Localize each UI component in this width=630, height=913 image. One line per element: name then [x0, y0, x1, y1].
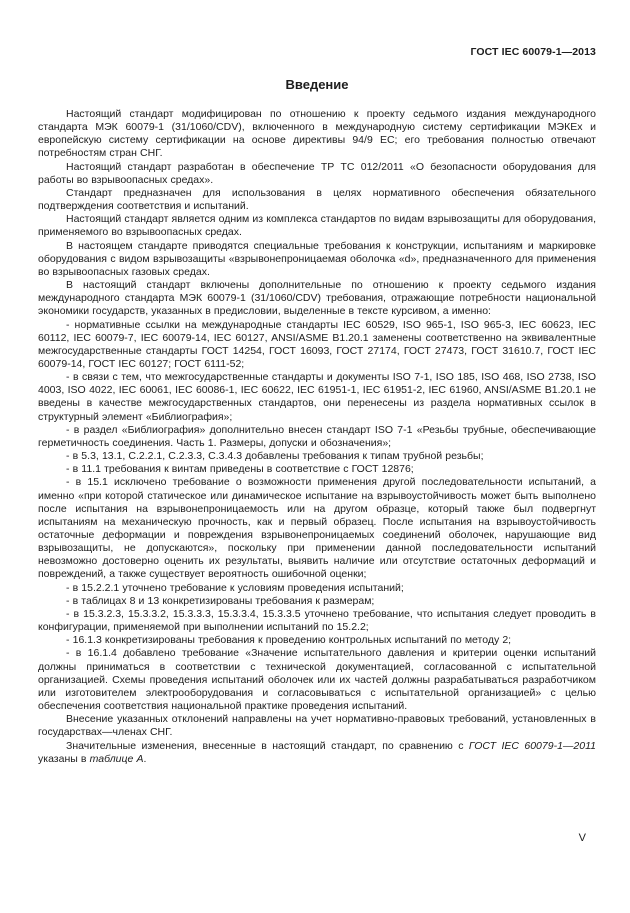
text-run: - 16.1.3 конкретизированы требования к проведению контрольных испытаний по методу 2; [66, 634, 512, 647]
text-run: - в связи с тем, что межгосударственные стандарты и документы ISO 7-1, ISO 185, ISO 468, ISO 2738, ISO 4003, ISO 4022, IEC 60061, IEC 60086-1, IEC 60622, IEC 61951-1, IEC 61951-2, IEC 61960, ANSI/ASME B1.20.1 не введены в качестве межгосударственных стандартов, они перенесены из раздела нормативных ссылок в структурный элемент «Библиография»; [38, 371, 596, 423]
paragraph [38, 279, 596, 318]
paragraph [38, 213, 596, 239]
paragraph [38, 371, 596, 424]
page-title: Введение [285, 77, 349, 92]
text-run: - в 5.3, 13.1, С.2.2.1, С.2.3.3, С.3.4.3 добавлены требования к типам трубной резьбы; [66, 450, 484, 463]
paragraph [38, 450, 596, 463]
text-run: . [143, 752, 147, 765]
text-run: - в 16.1.4 добавлено требование «Значение испытательного давления и критерии оценки испытаний должны приниматься в соответствии с технической документацией, согласованной с испытательной организацией. Схемы проведения испытаний оболочек или их частей должны разрабатываться разработчиком или изготовителем электрооборудования и согласовываться с испытательной организацией» с целью обеспечения соответствия национальной практике проведения испытаний. [38, 647, 596, 713]
paragraph [38, 108, 596, 161]
paragraph [38, 713, 596, 739]
paragraph [38, 634, 596, 647]
italic-text-run: таблице А [89, 752, 144, 765]
paragraph [38, 161, 596, 187]
text-run: В настоящий стандарт включены дополнительные по отношению к проекту седьмого издания международного стандарта МЭК 60079-1 (31/1060/CDV) требования, отражающие потребности национальной экономики государств, указанных в предисловии, выделенные в тексте курсивом, а именно: [38, 279, 596, 318]
paragraph [38, 476, 596, 581]
paragraph [38, 187, 596, 213]
text-run: Стандарт предназначен для использования в целях нормативного обеспечения обязательного подтверждения соответствия и испытаний. [38, 186, 596, 213]
text-run: - в раздел «Библиография» дополнительно внесен стандарт ISO 7-1 «Резьбы трубные, обеспечивающие герметичность соединения. Часть 1. Размеры, допуски и обозначения»; [38, 423, 596, 449]
text-run: - в 11.1 требования к винтам приведены в соответствие с ГОСТ 12876; [66, 463, 414, 476]
paragraph [38, 240, 596, 279]
text-run: - нормативные ссылки на международные стандарты IEC 60529, ISO 965-1, ISO 965-3, IEC 60623, IEC 60112, IEC 60079-7, IEC 60079-14, IEC 60127, ANSI/ASME B1.20.1 заменены соответственно на эквивалентные межгосударственные стандарты ГОСТ 14254, ГОСТ 16093, ГОСТ 27174, ГОСТ 27473, ГОСТ 31610.7, ГОСТ IEC 60079-14, ГОСТ IEC 60127; ГОСТ 6111-52; [38, 318, 596, 370]
document-code: ГОСТ IEC 60079-1—2013 [470, 46, 596, 58]
paragraph [38, 740, 596, 766]
paragraph [38, 319, 596, 372]
paragraph [38, 595, 596, 608]
text-run: Значительные изменения, внесенные в настоящий стандарт, по сравнению с [66, 739, 469, 752]
text-run: В настоящем стандарте приводятся специальные требования к конструкции, испытаниям и маркировке оборудования с видом взрывозащиты «взрывонепроницаемая оболочка «d», предназначенного для применения во взрывоопасных газовых средах. [38, 239, 596, 278]
text-run: Внесение указанных отклонений направлены на учет нормативно-правовых требований, установленных в государствах—членах СНГ. [38, 713, 596, 739]
text-run: Настоящий стандарт является одним из комплекса стандартов по видам взрывозащиты для оборудования, применяемого во взрывоопасных средах. [38, 213, 596, 239]
text-run: - в 15.3.2.3, 15.3.3.2, 15.3.3.3, 15.3.3.4, 15.3.3.5 уточнено требование, что испытания следует проводить в конфигурации, применяемой при выполнении испытаний по 15.2.2; [38, 607, 596, 634]
paragraph [38, 647, 596, 713]
introduction-text [38, 108, 596, 766]
paragraph [38, 582, 596, 595]
paragraph [38, 424, 596, 450]
italic-text-run: ГОСТ IEC 60079-1—2011 [468, 739, 596, 752]
text-run: - в 15.2.2.1 уточнено требование к условиям проведения испытаний; [66, 581, 404, 594]
page-number: V [578, 832, 586, 844]
text-run: - в 15.1 исключено требование о возможности применения другой последовательности испытаний, а именно «при которой статическое или динамическое испытание на взрывоустойчивость может быть выполнено после испытания на взрывонепроницаемость или на другом образце, который также был подвергнут испытаниям на механическую прочность, как и первый образец. После испытания на взрывоустойчивость остаточные деформации и повреждения взрывонепроницаемых соединений оболочек, нарушающие вид взрывозащиты, не допускаются», поскольку при применении данной последовательности испытаний невозможно достоверно оценить их результаты, выявить наличие или отсутствие остаточных деформаций и повреждений, а также существует вероятность ошибочной оценки; [38, 476, 596, 581]
paragraph [38, 463, 596, 476]
paragraph [38, 608, 596, 634]
text-run: - в таблицах 8 и 13 конкретизированы требования к размерам; [66, 594, 375, 607]
text-run: Настоящий стандарт разработан в обеспечение ТР ТС 012/2011 «О безопасности оборудования для работы во взрывоопасных средах». [38, 160, 596, 186]
text-run: Настоящий стандарт модифицирован по отношению к проекту седьмого издания международного стандарта МЭК 60079-1 (31/1060/CDV), включенного в международную систему сертификации МЭКЕх и европейскую систему сертификации на основе директивы 94/9 ЕС; его требования полностью отвечают потребностям стран СНГ. [38, 108, 596, 160]
text-run: указаны в [38, 752, 90, 765]
